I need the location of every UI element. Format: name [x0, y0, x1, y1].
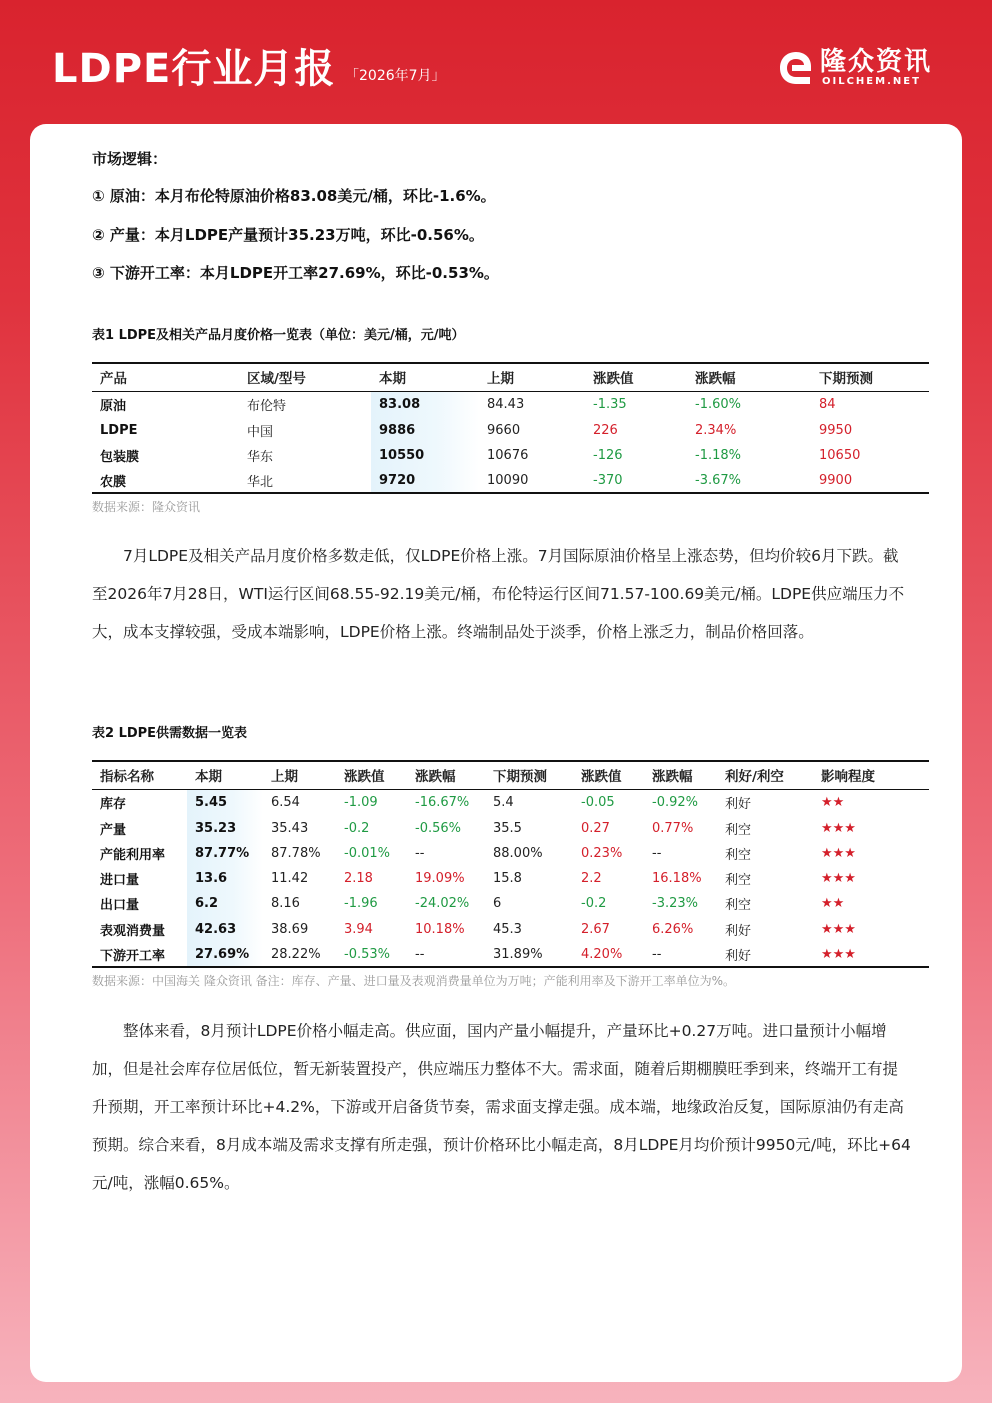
table-cell: 11.42	[271, 871, 309, 886]
column-header: 涨跌幅	[407, 761, 485, 789]
table-cell: 6	[493, 896, 502, 911]
table-cell: 4.20%	[581, 946, 623, 962]
column-header: 下期预测	[485, 761, 573, 789]
market-logic-title: 市场逻辑：	[92, 150, 168, 168]
price-table	[92, 362, 929, 494]
table-cell: 中国	[247, 424, 274, 440]
table-cell: 2.67	[581, 921, 610, 937]
oilchem-logo	[776, 48, 946, 92]
column-header: 下期预测	[811, 363, 929, 391]
table-cell: 产量	[100, 822, 127, 838]
table-cell: -1.09	[344, 794, 378, 810]
table-cell: 华东	[247, 450, 274, 465]
supply-demand-table	[92, 760, 929, 968]
table-cell: 利好	[725, 796, 752, 812]
table-cell: --	[652, 946, 662, 962]
column-header: 涨跌值	[585, 363, 687, 391]
column-header: 利好/利空	[717, 761, 813, 789]
table-cell: 农膜	[100, 474, 127, 490]
table-cell: 原油	[100, 398, 127, 414]
table-cell: 16.18%	[652, 871, 702, 886]
column-header: 上期	[263, 761, 336, 789]
column-header: 上期	[479, 363, 585, 391]
table-cell: -0.53%	[344, 946, 390, 962]
table-cell: 10550	[371, 443, 479, 468]
table-row	[92, 789, 929, 815]
report-date: 「2026年7月」	[345, 68, 446, 84]
column-header: 涨跌值	[573, 761, 644, 789]
table-cell: 利好	[725, 923, 752, 939]
column-header: 涨跌值	[336, 761, 407, 789]
column-header: 产品	[92, 363, 239, 391]
table-cell: 3.94	[344, 921, 373, 937]
table-cell: 华北	[247, 474, 274, 490]
table-row	[92, 815, 929, 841]
table-cell: 下游开工率	[100, 948, 166, 964]
table-cell: 利空	[725, 873, 752, 888]
table-cell: -0.2	[344, 820, 370, 836]
report-title: LDPE行业月报	[52, 46, 336, 92]
table-cell: -0.92%	[652, 794, 698, 810]
table-cell: 88.00%	[493, 846, 543, 861]
table-cell: 8.16	[271, 896, 300, 911]
table-row	[92, 391, 929, 417]
table-cell: -24.02%	[415, 896, 470, 911]
impact-stars: ★★★	[821, 871, 856, 886]
table-cell: 226	[593, 422, 618, 438]
column-header: 影响程度	[813, 761, 929, 789]
table-cell: 45.3	[493, 921, 522, 937]
table-cell: -0.2	[581, 896, 607, 911]
table-cell: -1.96	[344, 896, 378, 911]
table-cell: 0.77%	[652, 820, 694, 836]
column-header: 涨跌幅	[644, 761, 717, 789]
table-cell: 31.89%	[493, 946, 543, 962]
table-cell: 87.77%	[187, 841, 263, 866]
table-cell: 利好	[725, 948, 752, 964]
table-cell: 38.69	[271, 921, 309, 937]
table-cell: 10090	[487, 472, 529, 488]
table-cell: 83.08	[371, 391, 479, 417]
table2-source-note: 数据来源：中国海关 隆众资讯 备注：库存、产量、进口量及表观消费量单位为万吨；产能利用率及下游开工率单位为%。	[92, 974, 736, 988]
impact-stars: ★★★	[821, 946, 856, 962]
table-cell: -0.01%	[344, 846, 390, 861]
table-cell: -0.56%	[415, 820, 461, 836]
outlook-paragraph: 整体来看，8月预计LDPE价格小幅走高。供应面，国内产量小幅提升，产量环比+0.27万吨。进口量预计小幅增加，但是社会库存位居低位，暂无新装置投产，供应端压力整体不大。需求面，随着后期棚膜旺季到来，终端开工有提升预期，开工率预计环比+4.2%，下游或开启备货节奏，需求面支撑走强。成本端，地缘政治反复，国际原油仍有走高预期。综合来看，8月成本端及需求支撑有所走强，预计价格环比小幅走高，8月LDPE月均价预计9950元/吨，环比+64元/吨，涨幅0.65%。	[92, 1022, 911, 1192]
table-cell: 2.2	[581, 871, 602, 886]
table-header-row	[92, 363, 929, 391]
report-header	[0, 0, 992, 122]
table-cell: -3.67%	[695, 472, 741, 488]
table-cell: 15.8	[493, 871, 522, 886]
table-row	[92, 942, 929, 967]
column-header: 涨跌幅	[687, 363, 811, 391]
table-cell: 2.18	[344, 871, 373, 886]
table-cell: -126	[593, 448, 623, 463]
table-cell: --	[415, 946, 425, 962]
table-cell: -0.05	[581, 794, 615, 810]
price-analysis-paragraph: 7月LDPE及相关产品月度价格多数走低，仅LDPE价格上涨。7月国际原油价格呈上涨态势，但均价较6月下跌。截至2026年7月28日，WTI运行区间68.55-92.19美元/桶，布伦特运行区间71.57-100.69美元/桶。LDPE供应端压力不大，成本支撑较强，受成本端影响，LDPE价格上涨。终端制品处于淡季，价格上涨乏力，制品价格回落。	[92, 547, 905, 641]
table-cell: 35.5	[493, 820, 522, 836]
table-cell: 35.43	[271, 820, 309, 836]
column-header: 本期	[371, 363, 479, 391]
table-cell: 包装膜	[100, 450, 140, 465]
table-cell: 产能利用率	[100, 848, 166, 863]
table-cell: -1.18%	[695, 448, 741, 463]
table-cell: -3.23%	[652, 896, 698, 911]
column-header: 指标名称	[92, 761, 187, 789]
table-cell: 87.78%	[271, 846, 321, 861]
table-cell: --	[652, 846, 662, 861]
table-cell: 表观消费量	[100, 923, 166, 939]
table-row	[92, 916, 929, 942]
table-cell: 13.6	[187, 866, 263, 891]
impact-stars: ★★	[821, 794, 845, 810]
table-cell: 2.34%	[695, 422, 737, 438]
table-cell: 42.63	[187, 916, 263, 942]
logic-item-crude: ① 原油：本月布伦特原油价格83.08美元/桶，环比-1.6%。	[92, 187, 496, 205]
table-cell: 9950	[819, 422, 853, 438]
impact-stars: ★★★	[821, 921, 856, 937]
table-row	[92, 443, 929, 468]
table-cell: 0.23%	[581, 846, 623, 861]
table-cell: 进口量	[100, 873, 140, 888]
table-cell: 布伦特	[247, 398, 287, 414]
table-cell: 库存	[100, 796, 127, 812]
table-cell: 利空	[725, 898, 752, 913]
impact-stars: ★★	[821, 896, 845, 911]
logo-mark-icon	[776, 48, 816, 88]
table-cell: 10650	[819, 448, 861, 463]
table-cell: -1.60%	[695, 396, 741, 412]
table-cell: LDPE	[100, 422, 138, 438]
table-cell: 0.27	[581, 820, 610, 836]
table-cell: 10.18%	[415, 921, 465, 937]
logo-chinese-text: 隆众资讯	[820, 47, 933, 77]
table-cell: 35.23	[187, 815, 263, 841]
table-cell: 5.4	[493, 794, 514, 810]
table-cell: -1.35	[593, 396, 627, 412]
table-row	[92, 417, 929, 443]
table-row	[92, 841, 929, 866]
table-cell: --	[415, 846, 425, 861]
table-cell: 19.09%	[415, 871, 465, 886]
table-row	[92, 866, 929, 891]
table1-caption: 表1 LDPE及相关产品月度价格一览表（单位：美元/桶，元/吨）	[92, 328, 465, 343]
table-cell: 28.22%	[271, 946, 321, 962]
impact-stars: ★★★	[821, 820, 856, 836]
table-cell: -370	[593, 472, 623, 488]
logic-item-output: ② 产量：本月LDPE产量预计35.23万吨，环比-0.56%。	[92, 226, 484, 244]
table-cell: 84	[819, 396, 836, 412]
table-cell: 出口量	[100, 898, 140, 913]
table-cell: -16.67%	[415, 794, 470, 810]
table-cell: 利空	[725, 848, 752, 863]
table-row	[92, 468, 929, 493]
table-cell: 27.69%	[187, 942, 263, 967]
column-header: 区域/型号	[239, 363, 371, 391]
table-cell: 9660	[487, 422, 521, 438]
table-cell: 9720	[371, 468, 479, 493]
table-cell: 10676	[487, 448, 529, 463]
table-cell: 9886	[371, 417, 479, 443]
logo-english-text: OILCHEM.NET	[822, 76, 921, 87]
table1-source: 数据来源：隆众资讯	[92, 500, 201, 514]
table-cell: 5.45	[187, 789, 263, 815]
impact-stars: ★★★	[821, 846, 856, 861]
table-header-row	[92, 761, 929, 789]
column-header: 本期	[187, 761, 263, 789]
table-cell: 9900	[819, 472, 853, 488]
table2-caption: 表2 LDPE供需数据一览表	[92, 726, 248, 741]
table-row	[92, 891, 929, 916]
table-cell: 6.26%	[652, 921, 694, 937]
table-cell: 利空	[725, 822, 752, 838]
table-cell: 6.2	[187, 891, 263, 916]
table-cell: 84.43	[487, 396, 525, 412]
table-cell: 6.54	[271, 794, 300, 810]
logic-item-operating-rate: ③ 下游开工率：本月LDPE开工率27.69%，环比-0.53%。	[92, 264, 499, 282]
